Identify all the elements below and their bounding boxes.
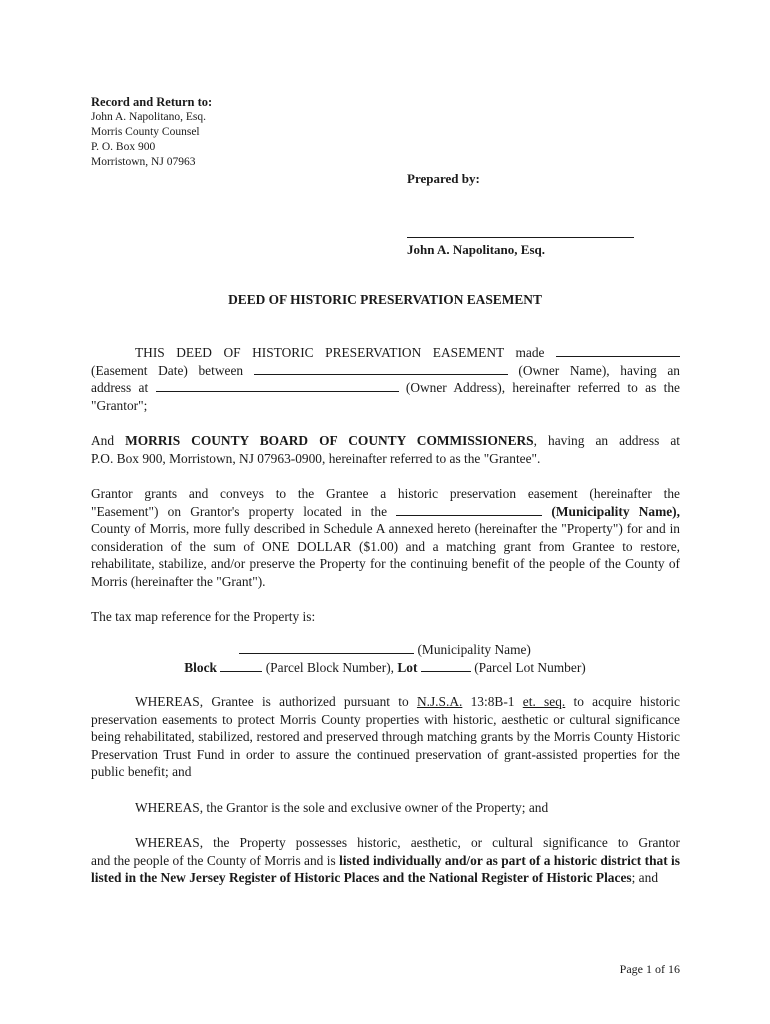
page-number: Page 1 of 16 <box>619 962 680 976</box>
paragraph-conveyance <box>91 485 680 591</box>
para1-line3: address at (Owner Address), hereinafter referred to as the <box>91 380 680 396</box>
para1-line4: "Grantor"; <box>91 397 148 413</box>
tax-map-municipality: (Municipality Name) <box>0 641 770 659</box>
record-return-line: P. O. Box 900 <box>91 141 156 153</box>
para1-line1: THIS DEED OF HISTORIC PRESERVATION EASEMENT made <box>91 344 680 362</box>
whereas1-rest: preservation easements to protect Morris County properties with historic, aesthetic or cultural significance being rehabilitated, stabilized, restored and preserved through matching grants by the Morris County Historic Preservation Trust Fund in order to assure the continued preservation of grant-assisted properties for the public benefit; and <box>91 711 680 780</box>
document-title: DEED OF HISTORIC PRESERVATION EASEMENT <box>228 292 542 307</box>
blank-municipality[interactable] <box>396 503 542 516</box>
record-return-line: John A. Napolitano, Esq. <box>91 111 206 123</box>
para3-line1: Grantor grants and conveys to the Grantee a historic preservation easement (hereinafter the <box>91 486 680 501</box>
paragraph-parties <box>91 344 680 414</box>
prepared-by-name: John A. Napolitano, Esq. <box>407 242 545 257</box>
record-return-block <box>91 94 212 170</box>
para2-line2: P.O. Box 900, Morristown, NJ 07963-0900, hereinafter referred to as the "Grantee". <box>91 450 541 466</box>
whereas1-line1: WHEREAS, Grantee is authorized pursuant to N.J.S.A. 13:8B-1 et. seq. to acquire historic <box>135 694 681 709</box>
blank-owner-address[interactable] <box>156 379 399 392</box>
record-return-line: Morristown, NJ 07963 <box>91 156 196 168</box>
whereas-authority <box>91 693 680 781</box>
record-return-heading: Record and Return to: <box>91 95 213 109</box>
blank-easement-date[interactable] <box>556 344 680 357</box>
tax-map-block-lot: Block (Parcel Block Number), Lot (Parcel Lot Number) <box>184 660 586 675</box>
whereas3-line1: WHEREAS, the Property possesses historic, aesthetic, or cultural significance to Grantor <box>135 835 680 850</box>
blank-lot[interactable] <box>421 659 471 672</box>
record-return-line: Morris County Counsel <box>91 126 200 138</box>
signature-line <box>407 237 634 238</box>
blank-owner-name[interactable] <box>254 362 508 375</box>
whereas-ownership: WHEREAS, the Grantor is the sole and exclusive owner of the Property; and <box>135 800 549 815</box>
tax-map-intro: The tax map reference for the Property is: <box>91 609 316 624</box>
para3-rest: County of Morris, more fully described in Schedule A annexed hereto (hereinafter the "Property") for and in consideration of the sum of ONE DOLLAR ($1.00) and a matching grant from Grantee to restore, rehabilitate, stabilize, and/or preserve the Property for the continuing benefit of the people of the County of Morris (hereinafter the "Grant"). <box>91 521 680 589</box>
blank-block[interactable] <box>220 659 262 672</box>
whereas3-rest: and the people of the County of Morris and is listed individually and/or as part of a historic district that is listed in the New Jersey Register of Historic Places and the National Register of Historic Places; and <box>91 852 680 886</box>
para1-line2: (Easement Date) between (Owner Name), having an <box>91 362 680 378</box>
blank-tax-municipality[interactable] <box>239 641 414 654</box>
prepared-by-label: Prepared by: <box>407 171 480 186</box>
para2-line1: And MORRIS COUNTY BOARD OF COUNTY COMMISSIONERS, having an address at <box>91 433 680 448</box>
paragraph-grantee <box>91 432 680 467</box>
whereas-significance <box>91 834 680 887</box>
para3-line2: "Easement") on Grantor's property located in the (Municipality Name), <box>91 503 680 519</box>
